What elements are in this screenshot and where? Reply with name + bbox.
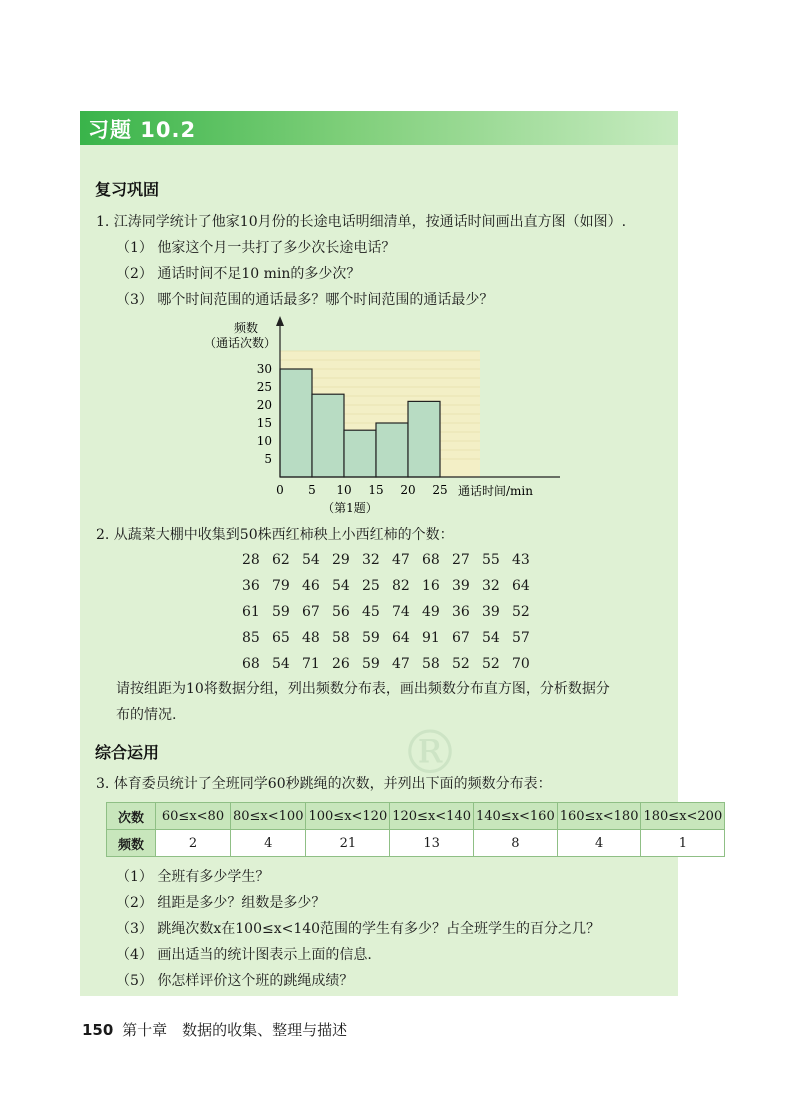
data-value: 79	[272, 578, 290, 594]
data-value: 70	[512, 656, 530, 672]
frequency-cell: 4	[557, 830, 641, 857]
data-value: 56	[332, 604, 350, 620]
x-axis-label: 通话时间/min	[458, 484, 533, 498]
data-row	[242, 547, 542, 573]
data-value: 29	[332, 552, 350, 568]
problem1-q1: （1） 他家这个月一共打了多少次长途电话？	[116, 240, 396, 256]
y-tick-label: 30	[256, 362, 272, 376]
histogram-bar	[344, 430, 376, 477]
data-value: 91	[422, 630, 440, 646]
problem1-stem: 1. 江涛同学统计了他家10月份的长途电话明细清单，按通话时间画出直方图（如图）.	[96, 214, 627, 230]
histogram-bar	[408, 401, 440, 477]
data-value: 39	[482, 604, 500, 620]
data-value: 68	[242, 656, 260, 672]
figure-caption: （第1题）	[322, 501, 378, 515]
data-value: 52	[512, 604, 530, 620]
problem3-stem: 3. 体育委员统计了全班同学60秒跳绳的次数，并列出下面的频数分布表：	[96, 776, 552, 792]
frequency-cell: 21	[306, 830, 390, 857]
tomato-count-grid	[242, 547, 542, 677]
table-row-intervals	[107, 803, 725, 830]
problem2-instruction-line2: 布的情况.	[116, 707, 177, 723]
problem1-q2: （2） 通话时间不足10 min的多少次？	[116, 266, 361, 282]
problem3-q4: （4） 画出适当的统计图表示上面的信息.	[116, 947, 372, 963]
data-value: 26	[332, 656, 350, 672]
y-tick-label: 20	[256, 398, 272, 412]
histogram-bar	[312, 394, 344, 477]
data-value: 71	[302, 656, 320, 672]
histogram-chart	[200, 312, 560, 524]
data-value: 62	[272, 552, 290, 568]
data-value: 64	[392, 630, 410, 646]
data-value: 36	[452, 604, 470, 620]
data-value: 27	[452, 552, 470, 568]
data-value: 68	[422, 552, 440, 568]
data-row	[242, 599, 542, 625]
problem2-stem: 2. 从蔬菜大棚中收集到50株西红柿秧上小西红柿的个数：	[96, 527, 454, 543]
data-value: 67	[302, 604, 320, 620]
data-value: 32	[482, 578, 500, 594]
data-value: 64	[512, 578, 530, 594]
problem3-q3: （3） 跳绳次数x在100≤x<140范围的学生有多少？占全班学生的百分之几？	[116, 921, 601, 937]
data-row	[242, 625, 542, 651]
data-row	[242, 651, 542, 677]
y-tick-label: 25	[256, 380, 272, 394]
x-tick-label: 0	[276, 483, 284, 497]
data-value: 54	[302, 552, 320, 568]
data-value: 58	[422, 656, 440, 672]
interval-cell: 160≤x<180	[557, 803, 641, 830]
data-value: 59	[362, 656, 380, 672]
data-value: 36	[242, 578, 260, 594]
frequency-table	[106, 802, 725, 857]
frequency-cell: 4	[231, 830, 306, 857]
data-value: 61	[242, 604, 260, 620]
row-header-count: 次数	[107, 803, 156, 830]
problem2-instruction-line1: 请按组距为10将数据分组，列出频数分布表，画出频数分布直方图，分析数据分	[116, 681, 610, 697]
data-value: 54	[482, 630, 500, 646]
frequency-cell: 8	[473, 830, 557, 857]
histogram-bar	[376, 423, 408, 477]
data-value: 55	[482, 552, 500, 568]
data-value: 59	[362, 630, 380, 646]
data-value: 54	[272, 656, 290, 672]
data-value: 85	[242, 630, 260, 646]
interval-cell: 60≤x<80	[156, 803, 231, 830]
data-value: 82	[392, 578, 410, 594]
data-value: 52	[482, 656, 500, 672]
data-value: 28	[242, 552, 260, 568]
interval-cell: 180≤x<200	[641, 803, 725, 830]
data-value: 48	[302, 630, 320, 646]
page-footer	[82, 1019, 347, 1040]
data-value: 39	[452, 578, 470, 594]
data-value: 43	[512, 552, 530, 568]
data-value: 32	[362, 552, 380, 568]
data-value: 46	[302, 578, 320, 594]
interval-cell: 80≤x<100	[231, 803, 306, 830]
interval-cell: 100≤x<120	[306, 803, 390, 830]
x-tick-label: 15	[368, 483, 384, 497]
y-tick-label: 5	[264, 452, 272, 466]
frequency-cell: 1	[641, 830, 725, 857]
y-axis-label-line2: （通话次数）	[203, 336, 277, 350]
problem1-q3: （3） 哪个时间范围的通话最多？哪个时间范围的通话最少？	[116, 292, 494, 308]
x-tick-label: 25	[432, 483, 448, 497]
y-axis-label-line1: 频数	[233, 321, 259, 335]
y-axis-arrow	[276, 316, 284, 326]
section-review-title: 复习巩固	[95, 180, 160, 199]
y-tick-label: 15	[256, 416, 272, 430]
data-value: 54	[332, 578, 350, 594]
data-value: 67	[452, 630, 470, 646]
page-number: 150	[82, 1021, 114, 1039]
chapter-title: 第十章 数据的收集、整理与描述	[122, 1021, 348, 1039]
x-tick-label: 10	[336, 483, 352, 497]
data-value: 74	[392, 604, 410, 620]
problem3-q1: （1） 全班有多少学生？	[116, 869, 270, 885]
y-tick-label: 10	[256, 434, 272, 448]
data-value: 47	[392, 656, 410, 672]
histogram-bar	[280, 369, 312, 477]
data-value: 25	[362, 578, 380, 594]
data-value: 52	[452, 656, 470, 672]
interval-cell: 140≤x<160	[473, 803, 557, 830]
x-tick-label: 5	[308, 483, 316, 497]
data-value: 16	[422, 578, 440, 594]
section-application-title: 综合运用	[95, 743, 160, 762]
x-tick-label: 20	[400, 483, 416, 497]
data-value: 59	[272, 604, 290, 620]
frequency-cell: 2	[156, 830, 231, 857]
data-value: 58	[332, 630, 350, 646]
interval-cell: 120≤x<140	[390, 803, 474, 830]
data-value: 47	[392, 552, 410, 568]
data-value: 49	[422, 604, 440, 620]
data-value: 65	[272, 630, 290, 646]
frequency-cell: 13	[390, 830, 474, 857]
table-row-frequencies	[107, 830, 725, 857]
data-row	[242, 573, 542, 599]
exercise-title: 习题 10.2	[88, 118, 197, 142]
data-value: 45	[362, 604, 380, 620]
problem3-q5: （5） 你怎样评价这个班的跳绳成绩？	[116, 973, 354, 989]
row-header-frequency: 频数	[107, 830, 156, 857]
problem3-q2: （2） 组距是多少？组数是多少？	[116, 895, 326, 911]
data-value: 57	[512, 630, 530, 646]
publisher-watermark: ®	[400, 718, 460, 788]
